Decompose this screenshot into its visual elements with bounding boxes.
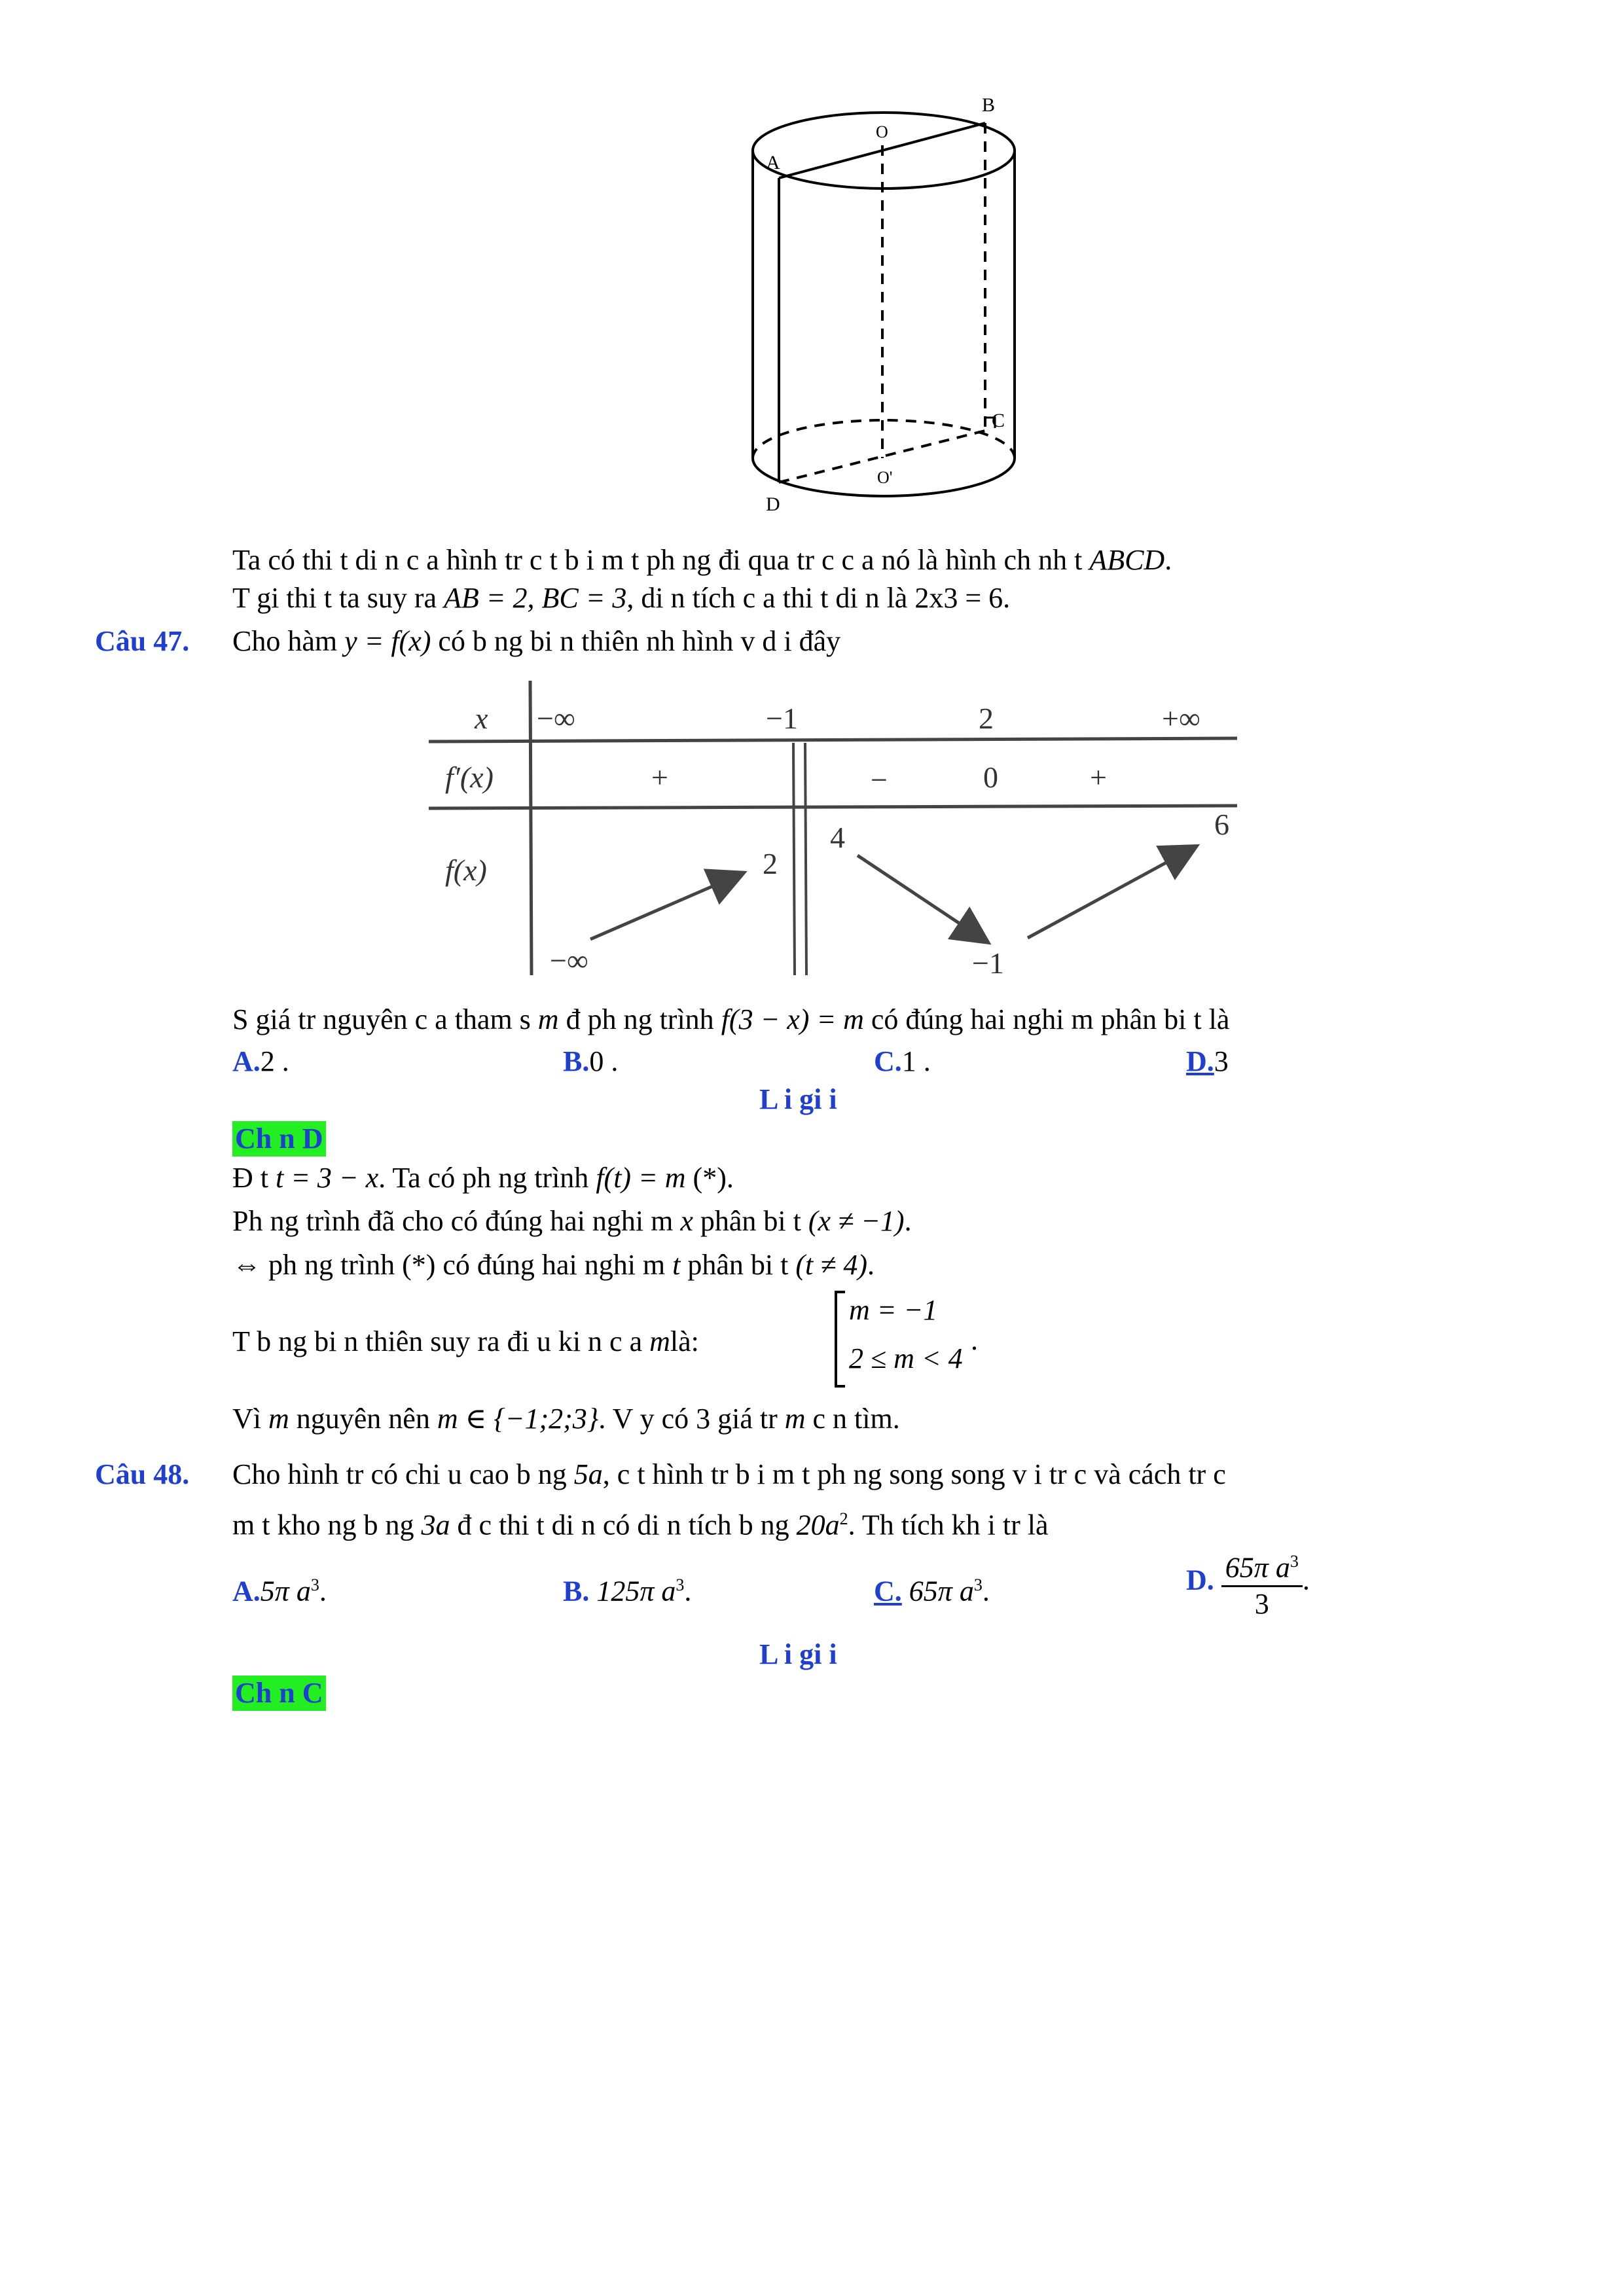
question-47-text: S giá tr nguyên c a tham s m đ ph ng trình f(3 − x) = m có đúng hai nghi m phân bi t là [232, 1003, 1230, 1035]
question-48-line-1: Cho hình tr có chi u cao b ng 5a, c t hình tr b i m t ph ng song song v i tr c và cách tr c [232, 1458, 1226, 1490]
cylinder-figure [733, 85, 1028, 524]
label-d: D [766, 493, 780, 515]
question-48-line-2: m t kho ng b ng 3a đ c thi t di n có di n tích b ng $20a^2$. Th tích kh i tr là [232, 1509, 1049, 1541]
q47-solution-line-2: Ph ng trình đã cho có đúng hai nghi m x phân bi t (x ≠ −1). [232, 1205, 912, 1237]
arrow-down [857, 855, 983, 939]
condition-case-1: m = −1 [849, 1294, 938, 1326]
q47-answer-badge: Ch n D [232, 1121, 326, 1157]
q48-option-d-fraction: $\frac{65\pi a^3}{3}$ [1221, 1545, 1303, 1621]
question-48-label: Câu 48. [95, 1458, 190, 1490]
q47-solution-line-3: ⇔ ph ng trình (*) có đúng hai nghi m t phân bi t (t ≠ 4). [232, 1249, 875, 1281]
q48-option-d[interactable]: D. $\frac{65\pi a^3}{3}$ . [1186, 1545, 1310, 1621]
x-val-4: +∞ [1162, 702, 1200, 735]
row-fp-label: f′(x) [445, 761, 494, 794]
q47-option-c[interactable]: C.1 . [874, 1045, 931, 1077]
f-val-1: −∞ [550, 944, 588, 977]
q48-option-a[interactable]: A.5π $a^3$. [232, 1575, 327, 1607]
x-val-2: −1 [766, 702, 798, 735]
f-val-2: 2 [763, 847, 778, 880]
intro-line-2: T gi thi t ta suy ra AB = 2, BC = 3, di n tích c a thi t di n là 2x3 = 6. [232, 582, 1011, 614]
label-a: A [766, 152, 780, 173]
q48-answer-badge: Ch n C [232, 1676, 326, 1711]
label-o: O [876, 122, 888, 141]
q47-option-d[interactable]: D.3 [1186, 1045, 1229, 1077]
q48-option-c[interactable]: C. 65π $a^3$. [874, 1575, 990, 1607]
label-c: C [992, 410, 1005, 431]
q47-solution-line-1: Đ t t = 3 − x. Ta có ph ng trình f(t) = m (*). [232, 1162, 734, 1194]
row-x-label: x [475, 702, 488, 735]
condition-end: . [971, 1324, 978, 1356]
question-47-prompt: Cho hàm y = f(x) có b ng bi n thiên nh hình v d i đây [232, 625, 841, 657]
fp-sign-4: + [1090, 761, 1107, 794]
f-val-4: −1 [972, 946, 1004, 978]
x-val-1: −∞ [537, 702, 575, 735]
f-val-5: 6 [1214, 808, 1229, 841]
fp-sign-2: − [871, 763, 888, 797]
q47-condition-system [835, 1288, 1005, 1386]
q47-option-b[interactable]: B.0 . [563, 1045, 619, 1077]
label-b: B [982, 94, 996, 116]
fp-sign-3: 0 [983, 761, 998, 794]
q47-solution-title: L i gi i [759, 1083, 837, 1115]
arrow-up-2 [1028, 849, 1191, 938]
q47-option-a[interactable]: A.2 . [232, 1045, 289, 1077]
variation-table [419, 677, 1244, 978]
f-val-3: 4 [830, 821, 845, 854]
row-f-label: f(x) [445, 853, 487, 887]
q48-solution-title: L i gi i [759, 1638, 837, 1670]
intro-line-1: Ta có thi t di n c a hình tr c t b i m t ph ng đi qua tr c c a nó là hình ch nh t ABCD. [232, 544, 1172, 576]
question-47-label: Câu 47. [95, 625, 190, 657]
arrow-up-1 [590, 875, 738, 939]
x-val-3: 2 [979, 702, 994, 735]
q47-solution-line-5: Vì m nguyên nên m ∈ {−1;2;3}. V y có 3 giá tr m c n tìm. [232, 1403, 900, 1435]
q48-option-b[interactable]: B. 125π $a^3$. [563, 1575, 692, 1607]
condition-case-2: 2 ≤ m < 4 [849, 1342, 963, 1374]
q47-solution-line-4: T b ng bi n thiên suy ra đi u ki n c a mlà: [232, 1325, 699, 1357]
label-o-prime: O' [877, 468, 893, 487]
fp-sign-1: + [651, 761, 668, 794]
